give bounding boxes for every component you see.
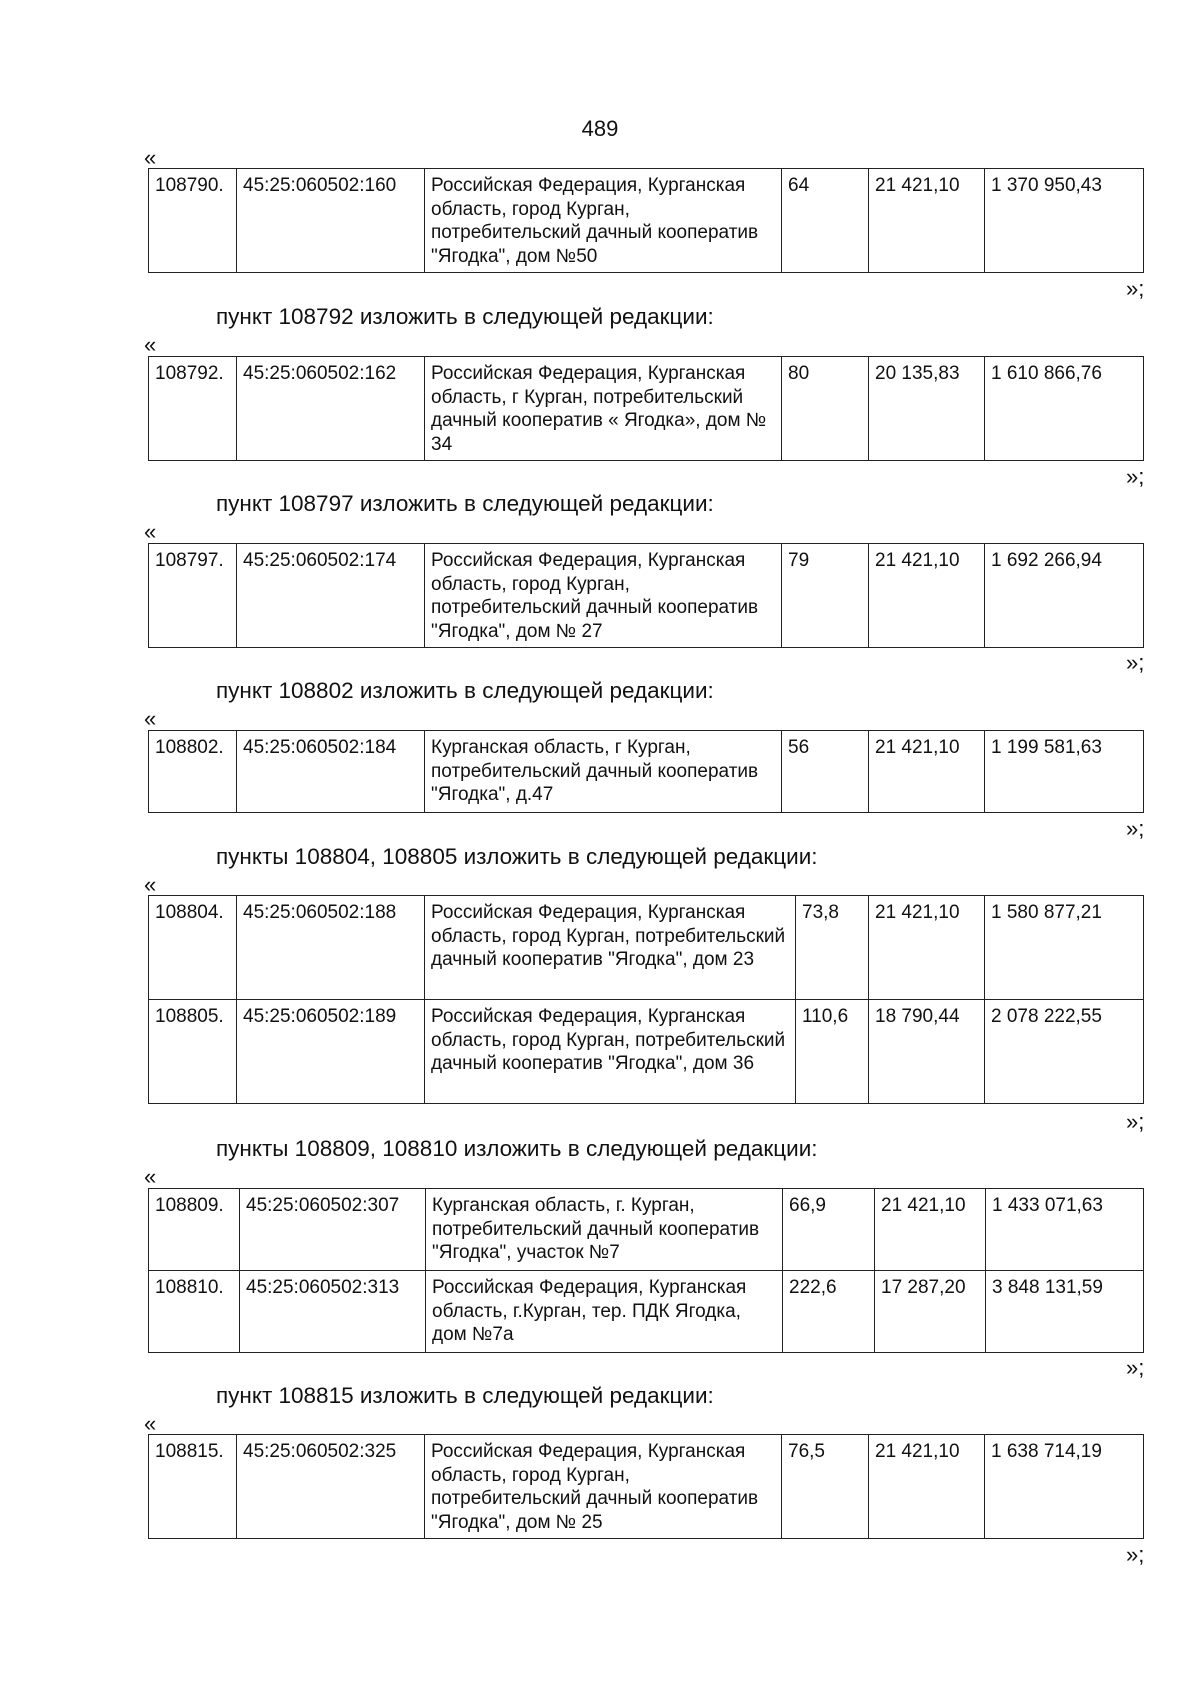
row-number: 108815.	[149, 1435, 237, 1539]
unit-price: 21 421,10	[869, 731, 985, 813]
unit-price: 21 421,10	[869, 544, 985, 648]
amendment-table	[148, 895, 1144, 1104]
opening-quote: «	[144, 145, 157, 170]
area: 66,9	[783, 1189, 875, 1271]
amendment-heading: пункты 108804, 108805 изложить в следующей редакции:	[216, 844, 818, 869]
cadastral-number: 45:25:060502:325	[237, 1435, 425, 1539]
closing-quote: »;	[1126, 276, 1145, 301]
cadastral-number: 45:25:060502:313	[240, 1271, 426, 1353]
address: Российская Федерация, Курганская область, город Курган, потребительский дачный кооператив "Ягодка", дом № 27	[425, 544, 782, 648]
table-row	[149, 169, 1144, 273]
unit-price: 20 135,83	[869, 357, 985, 461]
amendment-table	[148, 168, 1144, 273]
opening-quote: «	[144, 1164, 157, 1189]
cadastral-value: 3 848 131,59	[986, 1271, 1144, 1353]
amendment-heading: пункты 108809, 108810 изложить в следующей редакции:	[216, 1136, 818, 1161]
amendment-heading: пункт 108792 изложить в следующей редакции:	[216, 304, 714, 329]
address: Российская Федерация, Курганская область, город Курган, потребительский дачный кооператив "Ягодка", дом 23	[425, 896, 796, 1000]
cadastral-value: 1 580 877,21	[985, 896, 1144, 1000]
table-row	[149, 1000, 1144, 1104]
table-row	[149, 896, 1144, 1000]
closing-quote: »;	[1126, 650, 1145, 675]
amendment-heading: пункт 108797 изложить в следующей редакции:	[216, 491, 714, 516]
address: Российская Федерация, Курганская область, г Курган, потребительский дачный кооператив « Ягодка», дом № 34	[425, 357, 782, 461]
closing-quote: »;	[1126, 1542, 1145, 1567]
cadastral-value: 1 370 950,43	[985, 169, 1144, 273]
unit-price: 21 421,10	[869, 1435, 985, 1539]
row-number: 108809.	[149, 1189, 240, 1271]
cadastral-number: 45:25:060502:162	[237, 357, 425, 461]
unit-price: 21 421,10	[869, 896, 985, 1000]
amendment-table	[148, 730, 1144, 813]
table-row	[149, 1435, 1144, 1539]
area: 79	[782, 544, 869, 648]
address: Российская Федерация, Курганская область, город Курган, потребительский дачный кооператив "Ягодка", дом 36	[425, 1000, 796, 1104]
area: 110,6	[796, 1000, 869, 1104]
amendment-table	[148, 1188, 1144, 1353]
area: 64	[782, 169, 869, 273]
row-number: 108797.	[149, 544, 237, 648]
closing-quote: »;	[1126, 1355, 1145, 1380]
closing-quote: »;	[1126, 816, 1145, 841]
amendment-table	[148, 543, 1144, 648]
cadastral-number: 45:25:060502:188	[237, 896, 425, 1000]
area: 73,8	[796, 896, 869, 1000]
unit-price: 17 287,20	[875, 1271, 986, 1353]
opening-quote: «	[144, 1411, 157, 1436]
row-number: 108805.	[149, 1000, 237, 1104]
table-row	[149, 1271, 1144, 1353]
row-number: 108804.	[149, 896, 237, 1000]
amendment-table	[148, 1434, 1144, 1539]
amendment-heading: пункт 108802 изложить в следующей редакции:	[216, 678, 714, 703]
opening-quote: «	[144, 872, 157, 897]
address: Российская Федерация, Курганская область, город Курган, потребительский дачный кооператив "Ягодка", дом № 25	[425, 1435, 782, 1539]
area: 56	[782, 731, 869, 813]
table-row	[149, 357, 1144, 461]
cadastral-number: 45:25:060502:160	[237, 169, 425, 273]
cadastral-number: 45:25:060502:174	[237, 544, 425, 648]
opening-quote: «	[144, 706, 157, 731]
area: 80	[782, 357, 869, 461]
area: 222,6	[783, 1271, 875, 1353]
row-number: 108810.	[149, 1271, 240, 1353]
cadastral-number: 45:25:060502:184	[237, 731, 425, 813]
cadastral-value: 2 078 222,55	[985, 1000, 1144, 1104]
cadastral-value: 1 610 866,76	[985, 357, 1144, 461]
cadastral-value: 1 199 581,63	[985, 731, 1144, 813]
cadastral-number: 45:25:060502:307	[240, 1189, 426, 1271]
amendment-heading: пункт 108815 изложить в следующей редакции:	[216, 1383, 714, 1408]
address: Российская Федерация, Курганская область, г.Курган, тер. ПДК Ягодка, дом №7а	[426, 1271, 783, 1353]
amendment-table	[148, 356, 1144, 461]
address: Курганская область, г. Курган, потребительский дачный кооператив "Ягодка", участок №7	[426, 1189, 783, 1271]
cadastral-value: 1 433 071,63	[986, 1189, 1144, 1271]
table-row	[149, 1189, 1144, 1271]
unit-price: 18 790,44	[869, 1000, 985, 1104]
cadastral-value: 1 638 714,19	[985, 1435, 1144, 1539]
table-row	[149, 731, 1144, 813]
row-number: 108802.	[149, 731, 237, 813]
cadastral-number: 45:25:060502:189	[237, 1000, 425, 1104]
area: 76,5	[782, 1435, 869, 1539]
closing-quote: »;	[1126, 1109, 1145, 1134]
cadastral-value: 1 692 266,94	[985, 544, 1144, 648]
page-number: 489	[581, 116, 619, 141]
address: Курганская область, г Курган, потребительский дачный кооператив "Ягодка", д.47	[425, 731, 782, 813]
unit-price: 21 421,10	[875, 1189, 986, 1271]
opening-quote: «	[144, 332, 157, 357]
row-number: 108792.	[149, 357, 237, 461]
table-row	[149, 544, 1144, 648]
closing-quote: »;	[1126, 464, 1145, 489]
unit-price: 21 421,10	[869, 169, 985, 273]
opening-quote: «	[144, 519, 157, 544]
address: Российская Федерация, Курганская область, город Курган, потребительский дачный кооператив "Ягодка", дом №50	[425, 169, 782, 273]
row-number: 108790.	[149, 169, 237, 273]
